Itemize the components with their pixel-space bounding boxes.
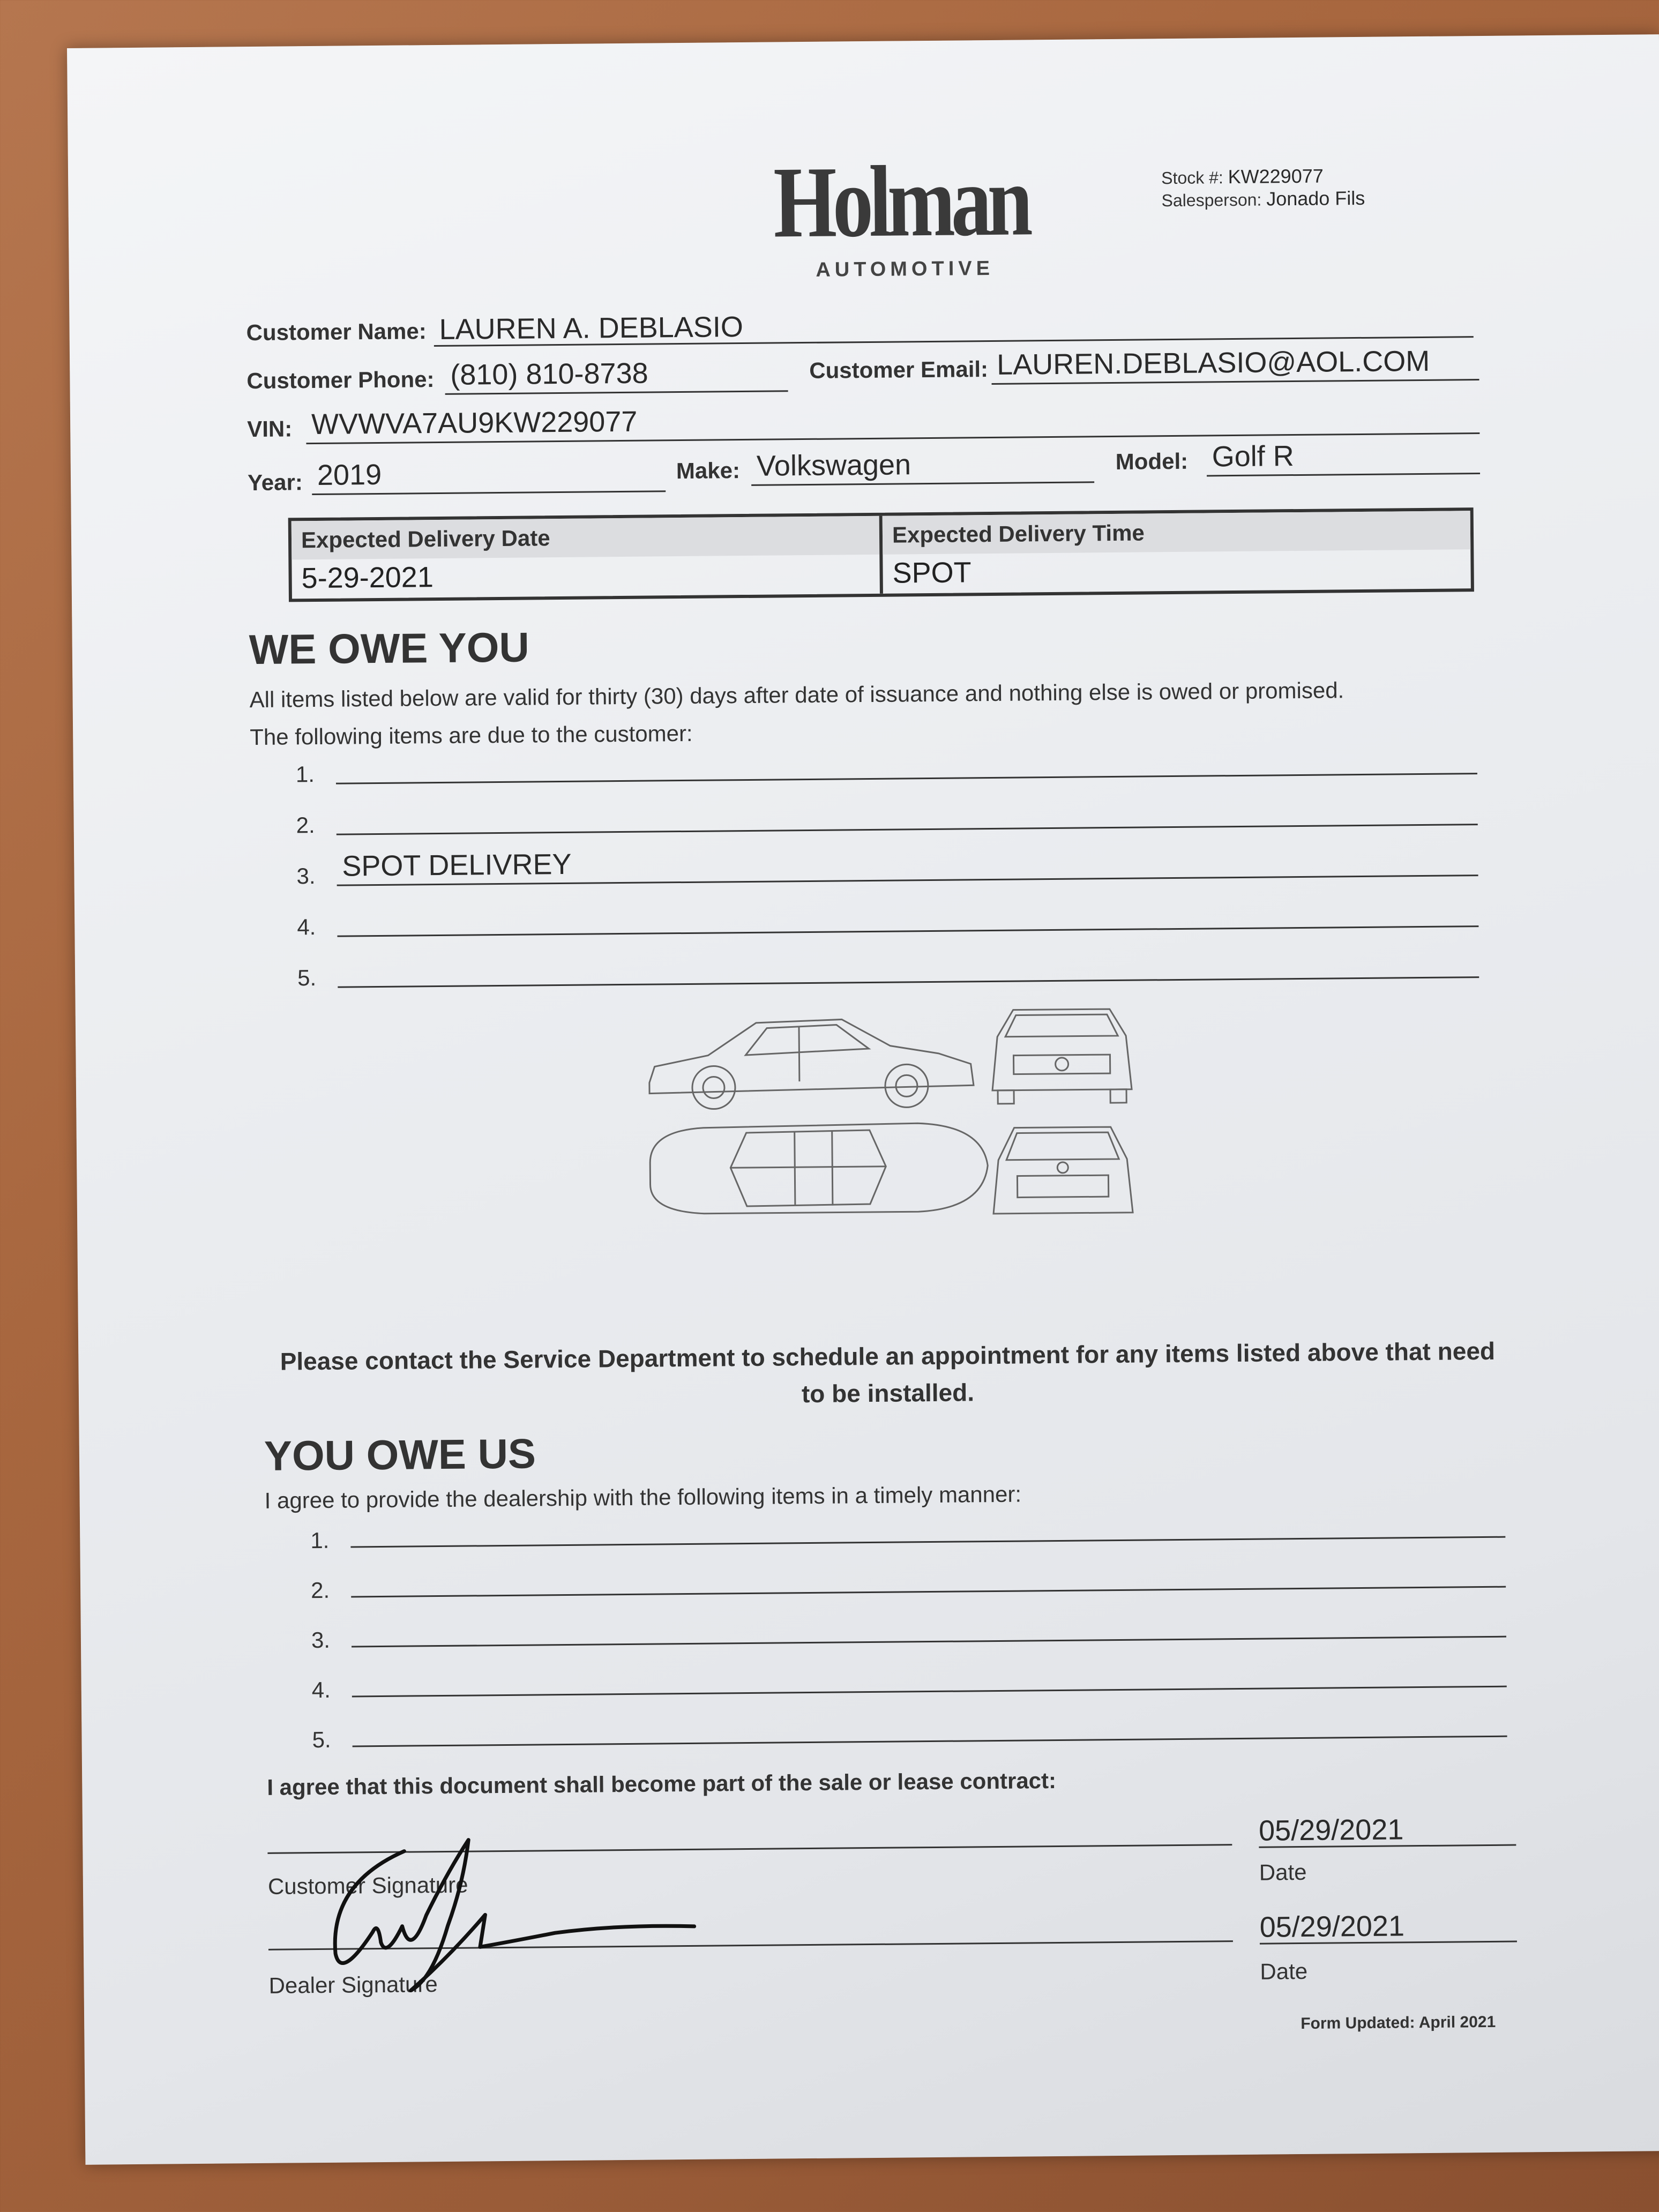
we-owe-item-3[interactable] bbox=[337, 840, 1478, 886]
delivery-time-value: SPOT bbox=[892, 556, 972, 589]
we-owe-item-2[interactable] bbox=[336, 791, 1477, 835]
make-value: Volkswagen bbox=[756, 449, 911, 482]
you-owe-item-5-value bbox=[357, 1714, 358, 1746]
you-owe-item-3[interactable] bbox=[352, 1604, 1506, 1648]
we-owe-item-2-value bbox=[341, 802, 342, 834]
delivery-box bbox=[288, 507, 1474, 602]
we-owe-num-1: 1. bbox=[295, 761, 315, 787]
delivery-date-cell[interactable] bbox=[292, 516, 880, 599]
handwritten-signature bbox=[286, 1816, 770, 2002]
delivery-date-value: 5-29-2021 bbox=[301, 561, 434, 595]
customer-date-field[interactable] bbox=[1259, 1812, 1516, 1848]
year-value: 2019 bbox=[317, 458, 382, 491]
dealer-date-field[interactable] bbox=[1259, 1909, 1517, 1945]
we-owe-item-3-value: SPOT DELIVREY bbox=[342, 848, 572, 883]
we-owe-num-5: 5. bbox=[297, 965, 317, 991]
we-owe-item-4-value bbox=[342, 904, 343, 936]
model-value: Golf R bbox=[1212, 440, 1295, 473]
car-front-view-icon bbox=[992, 1009, 1132, 1104]
customer-email-field[interactable] bbox=[991, 344, 1479, 385]
stock-row bbox=[1161, 165, 1324, 189]
make-field[interactable] bbox=[751, 446, 1095, 486]
service-note: Please contact the Service Department to schedule an appointment for any items listed above that need to be installed. bbox=[280, 1336, 1496, 1408]
we-owe-validity-text: All items listed below are valid for thirty (30) days after date of issuance and nothing else is owed or promised. bbox=[249, 677, 1344, 713]
you-owe-intro-text: I agree to provide the dealership with the following items in a timely manner: bbox=[264, 1481, 1022, 1513]
we-owe-item-4[interactable] bbox=[337, 893, 1478, 937]
vin-field[interactable] bbox=[306, 398, 1480, 444]
customer-date-value: 05/29/2021 bbox=[1258, 1813, 1404, 1847]
holman-logo: Holman bbox=[773, 144, 1029, 259]
customer-phone-value: (810) 810-8738 bbox=[450, 357, 648, 391]
customer-phone-field[interactable] bbox=[445, 355, 788, 395]
customer-phone-label: Customer Phone: bbox=[246, 367, 435, 394]
customer-name-field[interactable] bbox=[434, 304, 1473, 347]
you-owe-item-4[interactable] bbox=[352, 1654, 1506, 1698]
customer-email-label: Customer Email: bbox=[809, 356, 989, 383]
form-updated-note: Form Updated: April 2021 bbox=[1301, 2013, 1496, 2033]
you-owe-section bbox=[264, 1429, 536, 1480]
stock-label: Stock #: bbox=[1161, 168, 1223, 188]
salesperson-label: Salesperson: bbox=[1161, 190, 1262, 211]
year-label: Year: bbox=[247, 469, 303, 496]
vin-value: WVWVA7AU9KW229077 bbox=[311, 405, 638, 441]
you-owe-item-2-value bbox=[356, 1564, 357, 1596]
make-label: Make: bbox=[676, 458, 741, 484]
customer-signature-label: Customer Signature bbox=[267, 1872, 468, 1899]
dealer-signature-label: Dealer Signature bbox=[268, 1971, 438, 1998]
form-sheet bbox=[67, 34, 1659, 2165]
you-owe-item-5[interactable] bbox=[352, 1703, 1507, 1747]
model-field[interactable] bbox=[1206, 438, 1480, 476]
you-owe-num-2: 2. bbox=[310, 1577, 330, 1603]
salesperson-value: Jonado Fils bbox=[1266, 186, 1365, 210]
car-top-view-icon bbox=[650, 1123, 988, 1214]
salesperson-row bbox=[1161, 187, 1365, 211]
agreement-text: I agree that this document shall become part of the sale or lease contract: bbox=[267, 1768, 1057, 1800]
you-owe-title: YOU OWE US bbox=[264, 1430, 536, 1479]
customer-name-label: Customer Name: bbox=[246, 318, 427, 346]
logo-subtitle: AUTOMOTIVE bbox=[816, 257, 995, 281]
model-label: Model: bbox=[1115, 448, 1189, 474]
we-owe-title: WE OWE YOU bbox=[249, 623, 530, 674]
you-owe-num-4: 4. bbox=[311, 1677, 331, 1703]
vehicle-diagram bbox=[638, 1003, 1177, 1308]
you-owe-num-5: 5. bbox=[312, 1727, 331, 1753]
we-owe-num-2: 2. bbox=[296, 812, 315, 838]
you-owe-item-2[interactable] bbox=[351, 1554, 1506, 1598]
you-owe-num-1: 1. bbox=[310, 1527, 330, 1553]
customer-name-value: LAUREN A. DEBLASIO bbox=[439, 311, 744, 346]
customer-date-label: Date bbox=[1259, 1859, 1307, 1885]
dealer-date-value: 05/29/2021 bbox=[1259, 1910, 1405, 1944]
car-rear-view-icon bbox=[993, 1127, 1133, 1214]
vin-label: VIN: bbox=[247, 416, 293, 442]
delivery-time-label: Expected Delivery Time bbox=[883, 511, 1471, 555]
delivery-date-label: Expected Delivery Date bbox=[292, 516, 880, 560]
car-side-view-icon bbox=[649, 1018, 974, 1109]
stock-value: KW229077 bbox=[1228, 165, 1324, 188]
delivery-time-cell[interactable] bbox=[879, 511, 1471, 594]
you-owe-num-3: 3. bbox=[311, 1627, 331, 1653]
we-owe-num-3: 3. bbox=[296, 863, 316, 889]
we-owe-section bbox=[249, 623, 529, 675]
we-owe-item-5[interactable] bbox=[338, 944, 1479, 988]
customer-email-value: LAUREN.DEBLASIO@AOL.COM bbox=[996, 345, 1430, 381]
dealer-date-label: Date bbox=[1260, 1958, 1308, 1984]
we-owe-intro-text: The following items are due to the customer: bbox=[250, 720, 693, 750]
we-owe-num-4: 4. bbox=[297, 914, 316, 940]
year-field[interactable] bbox=[312, 455, 666, 495]
